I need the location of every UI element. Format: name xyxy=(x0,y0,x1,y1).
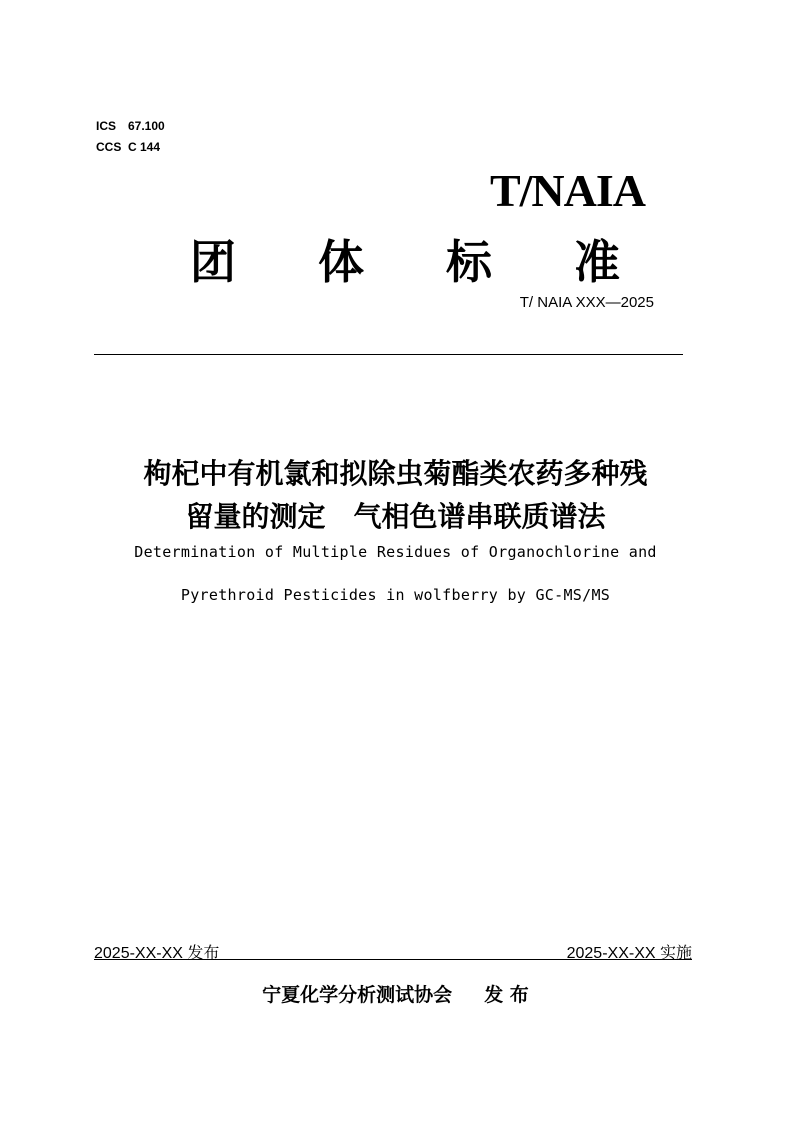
ics-label: ICS xyxy=(96,119,117,133)
title-en-line-2: Pyrethroid Pesticides in wolfberry by GC-MS/MS xyxy=(180,586,611,604)
standard-number: T/ NAIA XXX—2025 xyxy=(519,294,654,311)
brand-mark: T/NAIA xyxy=(489,165,645,216)
standard-type-char: 标 xyxy=(446,235,492,289)
publisher-line xyxy=(0,980,791,1007)
title-zh-line-1: 枸杞中有机氯和拟除虫菊酯类农药多种残 xyxy=(143,457,648,490)
standard-type-char: 准 xyxy=(574,235,620,289)
footer-divider xyxy=(94,959,692,960)
implement-date: 2025-XX-XX 实施 xyxy=(566,945,692,962)
ccs-value: C 144 xyxy=(128,140,161,154)
publisher-name: 宁夏化学分析测试协会 xyxy=(262,984,453,1006)
header-divider xyxy=(94,354,683,355)
ics-code xyxy=(96,119,165,133)
standard-type-char: 体 xyxy=(318,235,364,289)
standard-type-char: 团 xyxy=(190,235,236,289)
ics-value: 67.100 xyxy=(128,119,165,133)
ccs-code xyxy=(96,140,160,154)
issue-date: 2025-XX-XX 发布 xyxy=(94,945,220,962)
title-zh-line-2: 留量的测定 气相色谱串联质谱法 xyxy=(185,500,606,533)
standard-type xyxy=(190,226,620,292)
publish-label: 发 布 xyxy=(484,984,529,1006)
title-en-line-1: Determination of Multiple Residues of Organochlorine and xyxy=(134,543,657,561)
ccs-label: CCS xyxy=(96,140,122,154)
